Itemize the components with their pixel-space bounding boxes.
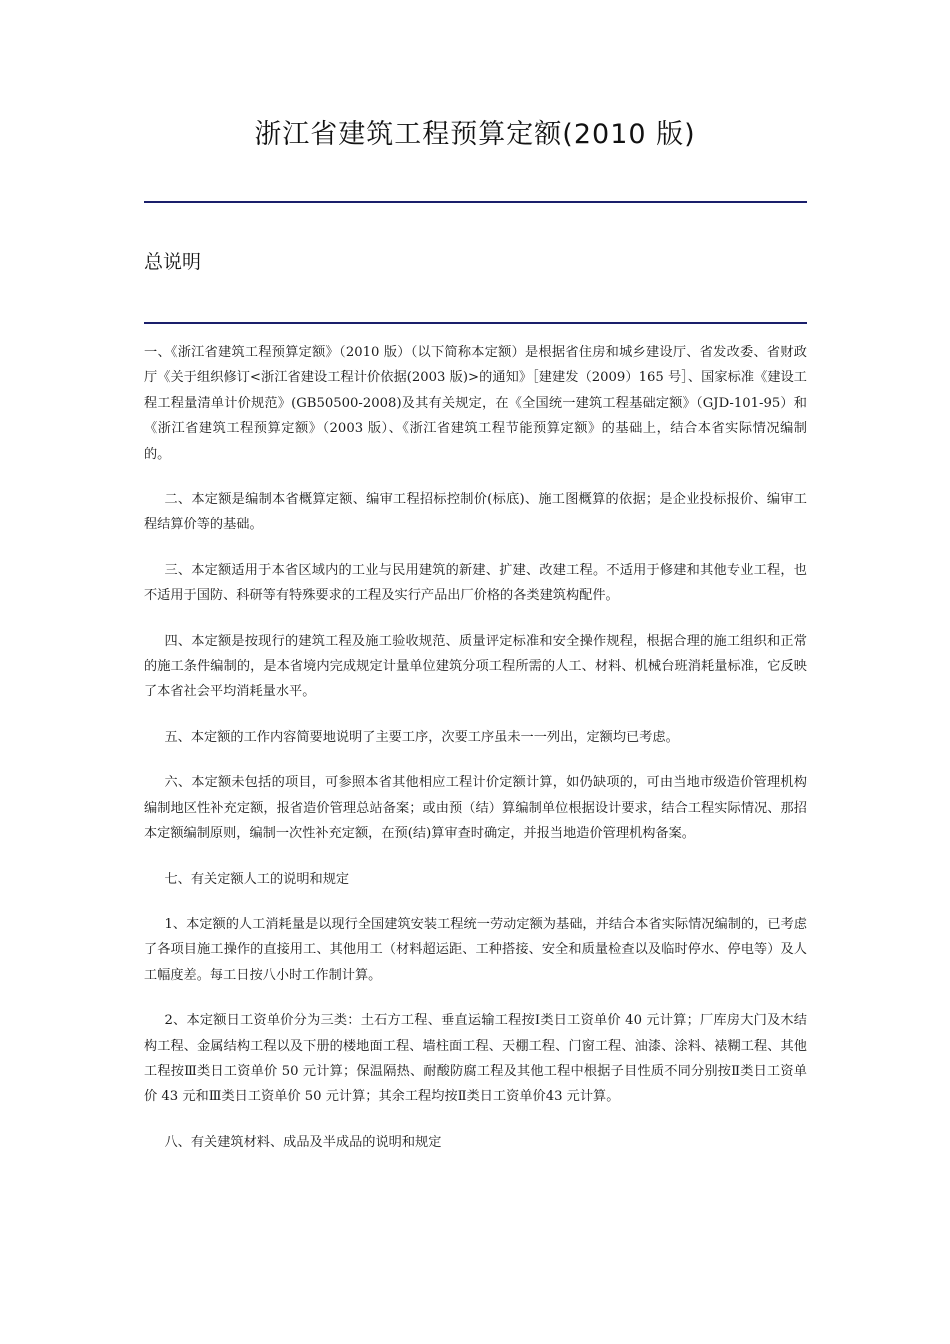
paragraph-4: 四、本定额是按现行的建筑工程及施工验收规范、质量评定标准和安全操作规程，根据合理的施工组织和正常的施工条件编制的，是本省境内完成规定计量单位建筑分项工程所需的人工、材料、机械台班消耗量标准，它反映了本省社会平均消耗量水平。 <box>144 633 807 700</box>
section-heading: 总说明 <box>144 251 202 273</box>
paragraph-8: 1、本定额的人工消耗量是以现行全国建筑安装工程统一劳动定额为基础，并结合本省实际情况编制的，已考虑了各项目施工操作的直接用工、其他用工（材料超运距、工种搭接、安全和质量检查以及临时停水、停电等）及人工幅度差。每工日按八小时工作制计算。 <box>144 916 807 983</box>
paragraph-2: 二、本定额是编制本省概算定额、编审工程招标控制价(标底)、施工图概算的依据；是企业投标报价、编审工程结算价等的基础。 <box>144 492 807 533</box>
section-divider <box>144 322 807 324</box>
paragraph-1: 一、《浙江省建筑工程预算定额》（2010 版）（以下简称本定额）是根据省住房和城乡建设厅、省发改委、省财政厅《关于组织修订<浙江省建设工程计价依据(2003 版)>的通知》［建建发（2009）165 号］、国家标准《建设工程工程量清单计价规范》(GB50500-2008)及其有关规定，在《全国统一建筑工程基础定额》（GJD-101-95）和《浙江省建筑工程预算定额》（2003 版）、《浙江省建筑工程节能预算定额》的基础上，结合本省实际情况编制的。 <box>144 345 807 462</box>
paragraph-5: 五、本定额的工作内容简要地说明了主要工序，次要工序虽未一一列出，定额均已考虑。 <box>164 729 679 745</box>
paragraph-10: 八、有关建筑材料、成品及半成品的说明和规定 <box>164 1134 442 1150</box>
paragraph-9: 2、本定额日工资单价分为三类：土石方工程、垂直运输工程按Ⅰ类日工资单价 40 元计算；厂库房大门及木结构工程、金属结构工程以及下册的楼地面工程、墙柱面工程、天棚工程、门窗工程、油漆、涂料、裱糊工程、其他工程按Ⅲ类日工资单价 50 元计算；保温隔热、耐酸防腐工程及其他工程中根据子目性质不同分别按Ⅱ类日工资单价 43 元和Ⅲ类日工资单价 50 元计算；其余工程均按Ⅱ类日工资单价43 元计算。 <box>144 1013 807 1105</box>
title-divider <box>144 201 807 203</box>
paragraph-7: 七、有关定额人工的说明和规定 <box>164 871 350 887</box>
document-title: 浙江省建筑工程预算定额(2010 版) <box>254 119 696 150</box>
paragraph-6: 六、本定额未包括的项目，可参照本省其他相应工程计价定额计算，如仍缺项的，可由当地市级造价管理机构编制地区性补充定额，报省造价管理总站备案；或由预（结）算编制单位根据设计要求，结合工程实际情况、那招本定额编制原则，编制一次性补充定额，在预(结)算审查时确定，并报当地造价管理机构备案。 <box>144 775 807 842</box>
paragraph-3: 三、本定额适用于本省区域内的工业与民用建筑的新建、扩建、改建工程。不适用于修建和其他专业工程，也不适用于国防、科研等有特殊要求的工程及实行产品出厂价格的各类建筑构配件。 <box>144 562 807 604</box>
document-body <box>144 340 807 1175</box>
